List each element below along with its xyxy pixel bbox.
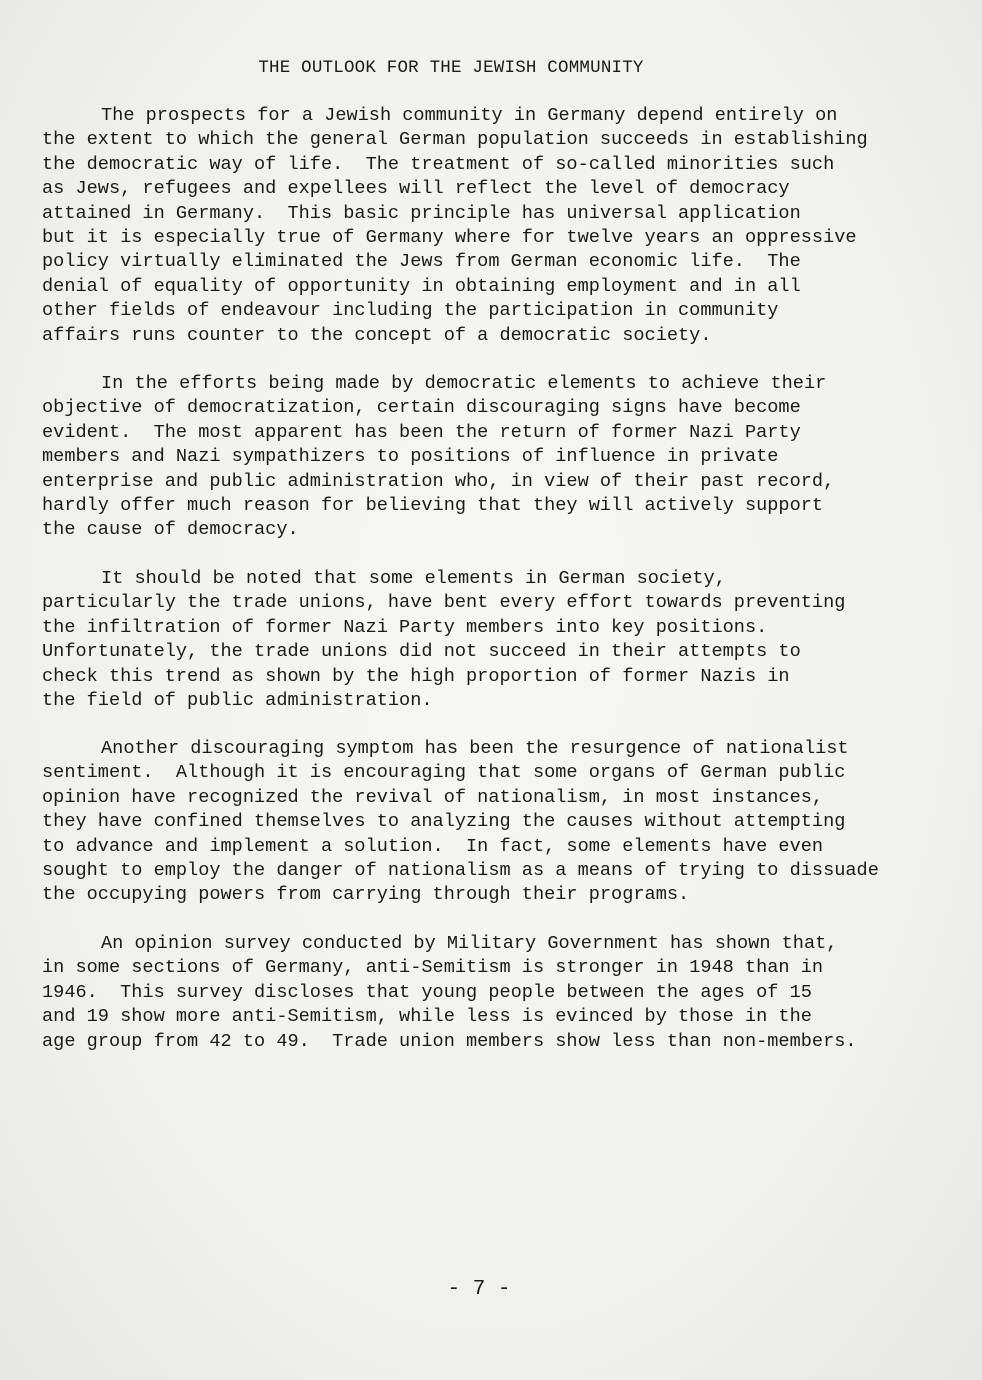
text-line: affairs runs counter to the concept of a democratic society. [42, 324, 712, 346]
text-line: The prospects for a Jewish community in Germany depend entirely on [101, 105, 838, 126]
text-line: attained in Germany. This basic principle has universal application [42, 202, 801, 224]
text-line: evident. The most apparent has been the return of former Nazi Party [42, 421, 801, 443]
text-line: sought to employ the danger of nationalism as a means of trying to dissuade [42, 859, 879, 881]
paragraph-2 [42, 372, 834, 543]
text-line: other fields of endeavour including the participation in community [42, 300, 779, 322]
text-line: in some sections of Germany, anti-Semitism is stronger in 1948 than in [42, 957, 824, 979]
text-line: In the efforts being made by democratic elements to achieve their [101, 373, 827, 394]
text-line: age group from 42 to 49. Trade union members show less than non-members. [42, 1030, 857, 1052]
text-line: the extent to which the general German population succeeds in establishing [42, 129, 868, 151]
text-line: to advance and implement a solution. In fact, some elements have even [42, 835, 824, 857]
text-line: check this trend as shown by the high proportion of former Nazis in [42, 665, 790, 687]
text-line: the democratic way of life. The treatment of so-called minorities such [42, 153, 835, 175]
text-line: the cause of democracy. [42, 519, 299, 541]
text-line: they have confined themselves to analyzing the causes without attempting [42, 811, 846, 833]
paragraph-1 [42, 104, 868, 348]
text-line: and 19 show more anti-Semitism, while less is evinced by those in the [42, 1006, 812, 1028]
text-line: Another discouraging symptom has been the resurgence of nationalist [101, 738, 849, 759]
text-line: as Jews, refugees and expellees will reflect the level of democracy [42, 178, 790, 200]
text-line: opinion have recognized the revival of nationalism, in most instances, [42, 786, 824, 808]
paragraph-3 [42, 567, 845, 713]
text-line: objective of democratization, certain discouraging signs have become [42, 397, 801, 419]
text-line: denial of equality of opportunity in obtaining employment and in all [42, 275, 801, 297]
page-number: - 7 - [447, 1278, 511, 1301]
text-line: 1946. This survey discloses that young people between the ages of 15 [42, 981, 812, 1003]
text-line: the occupying powers from carrying through their programs. [42, 884, 690, 906]
text-line: enterprise and public administration who, in view of their past record, [42, 470, 835, 492]
text-line: hardly offer much reason for believing that they will actively support [42, 494, 824, 516]
text-line: members and Nazi sympathizers to positions of influence in private [42, 446, 779, 468]
text-line: It should be noted that some elements in German society, [101, 568, 726, 589]
text-line: but it is especially true of Germany where for twelve years an oppressive [42, 226, 857, 248]
text-line: policy virtually eliminated the Jews from German economic life. The [42, 251, 801, 273]
document-title: THE OUTLOOK FOR THE JEWISH COMMUNITY [258, 58, 644, 78]
text-line: An opinion survey conducted by Military Government has shown that, [101, 933, 838, 954]
text-line: the field of public administration. [42, 689, 433, 711]
paragraph-5 [42, 932, 857, 1054]
text-line: particularly the trade unions, have bent every effort towards preventing [42, 592, 846, 614]
text-line: the infiltration of former Nazi Party members into key positions. [42, 616, 768, 638]
paragraph-4 [42, 737, 879, 908]
text-line: sentiment. Although it is encouraging that some organs of German public [42, 762, 846, 784]
text-line: Unfortunately, the trade unions did not succeed in their attempts to [42, 641, 801, 663]
